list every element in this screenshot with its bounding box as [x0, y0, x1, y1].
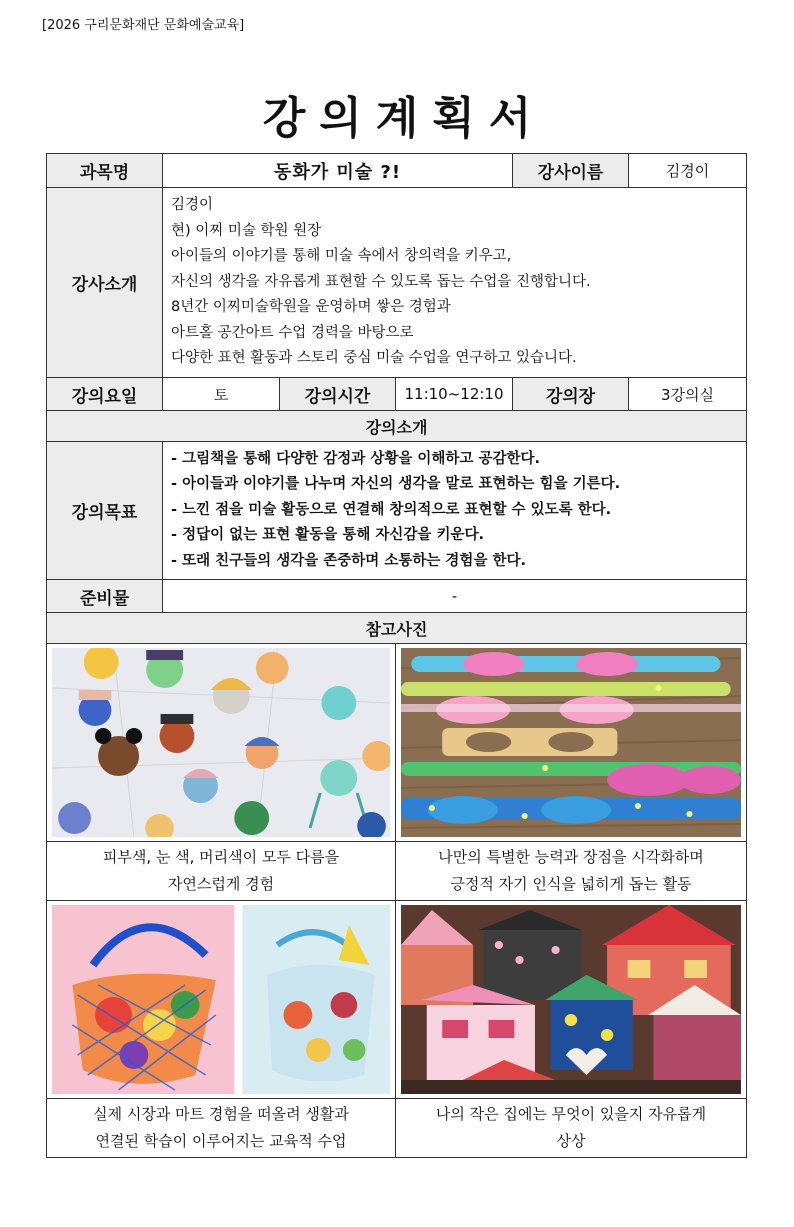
- intro-line: 8년간 이찌미술학원을 운영하며 쌓은 경험과: [171, 299, 451, 316]
- intro-line: 현) 이찌 미술 학원 원장: [171, 222, 322, 239]
- goal-item: - 정답이 없는 표현 활동을 통해 자신감을 키운다.: [171, 527, 484, 544]
- caption-line: 긍정적 자기 인식을 넓히게 돕는 활동: [450, 875, 692, 893]
- goals-label: 강의목표: [47, 442, 163, 580]
- materials-value: -: [163, 580, 747, 613]
- caption-line: 자연스럽게 경험: [167, 875, 275, 893]
- diverse-faces-image: [52, 648, 390, 837]
- time-value: 11:10~12:10: [396, 378, 513, 411]
- photo-cell: [47, 901, 396, 1099]
- lecture-intro-heading: 강의소개: [47, 411, 747, 442]
- caption-line: 실제 시장과 마트 경험을 떠올려 생활과: [93, 1105, 349, 1123]
- goal-item: - 또래 친구들의 생각을 존중하며 소통하는 경험을 한다.: [171, 552, 527, 569]
- photo-caption: [396, 842, 747, 901]
- photos-heading: 참고사진: [47, 613, 747, 644]
- header-note: [2026 구리문화재단 문화예술교육]: [42, 18, 245, 33]
- course-label: 과목명: [47, 154, 163, 188]
- instructor-name-label: 강사이름: [513, 154, 629, 188]
- intro-line: 김경이: [171, 197, 214, 214]
- intro-line: 자신의 생각을 자유롭게 표현할 수 있도록 돕는 수업을 진행합니다.: [171, 273, 591, 290]
- caption-line: 상상: [556, 1132, 586, 1150]
- goal-item: - 느낀 점을 미술 활동으로 연결해 창의적으로 표현할 수 있도록 한다.: [171, 501, 612, 518]
- instructor-intro: [163, 188, 747, 378]
- caption-line: 연결된 학습이 이루어지는 교육적 수업: [95, 1132, 347, 1150]
- caption-line: 나만의 특별한 능력과 장점을 시각화하며: [438, 848, 704, 866]
- photo-cell: [47, 644, 396, 842]
- caption-line: 나의 작은 집에는 무엇이 있을지 자유롭게: [435, 1105, 707, 1123]
- day-value: 토: [163, 378, 280, 411]
- felt-houses-image: [401, 905, 741, 1094]
- instructor-intro-label: 강사소개: [47, 188, 163, 378]
- intro-line: 아이들의 이야기를 통해 미술 속에서 창의력을 키우고,: [171, 248, 512, 265]
- course-name: 동화가 미술 ?!: [163, 154, 513, 188]
- intro-line: 아트홀 공간아트 수업 경력을 바탕으로: [171, 324, 414, 341]
- caption-line: 피부색, 눈 색, 머리색이 모두 다름을: [102, 848, 340, 866]
- time-label: 강의시간: [280, 378, 396, 411]
- room-label: 강의장: [513, 378, 629, 411]
- photo-cell: [396, 901, 747, 1099]
- photo-caption: [47, 1099, 396, 1158]
- goals-list: [163, 442, 747, 580]
- lecture-plan-table: [46, 153, 747, 1158]
- market-bag-drawing-image: [52, 905, 390, 1094]
- photo-cell: [396, 644, 747, 842]
- paper-glasses-image: [401, 648, 741, 837]
- page-title: 강의계획서: [262, 93, 546, 144]
- photo-caption: [47, 842, 396, 901]
- materials-label: 준비물: [47, 580, 163, 613]
- photo-caption: [396, 1099, 747, 1158]
- room-value: 3강의실: [629, 378, 747, 411]
- intro-line: 다양한 표현 활동과 스토리 중심 미술 수업을 연구하고 있습니다.: [171, 350, 577, 367]
- goal-item: - 그림책을 통해 다양한 감정과 상황을 이해하고 공감한다.: [171, 450, 541, 467]
- goal-item: - 아이들과 이야기를 나누며 자신의 생각을 말로 표현하는 힘을 기른다.: [171, 476, 621, 493]
- day-label: 강의요일: [47, 378, 163, 411]
- instructor-name: 김경이: [629, 154, 747, 188]
